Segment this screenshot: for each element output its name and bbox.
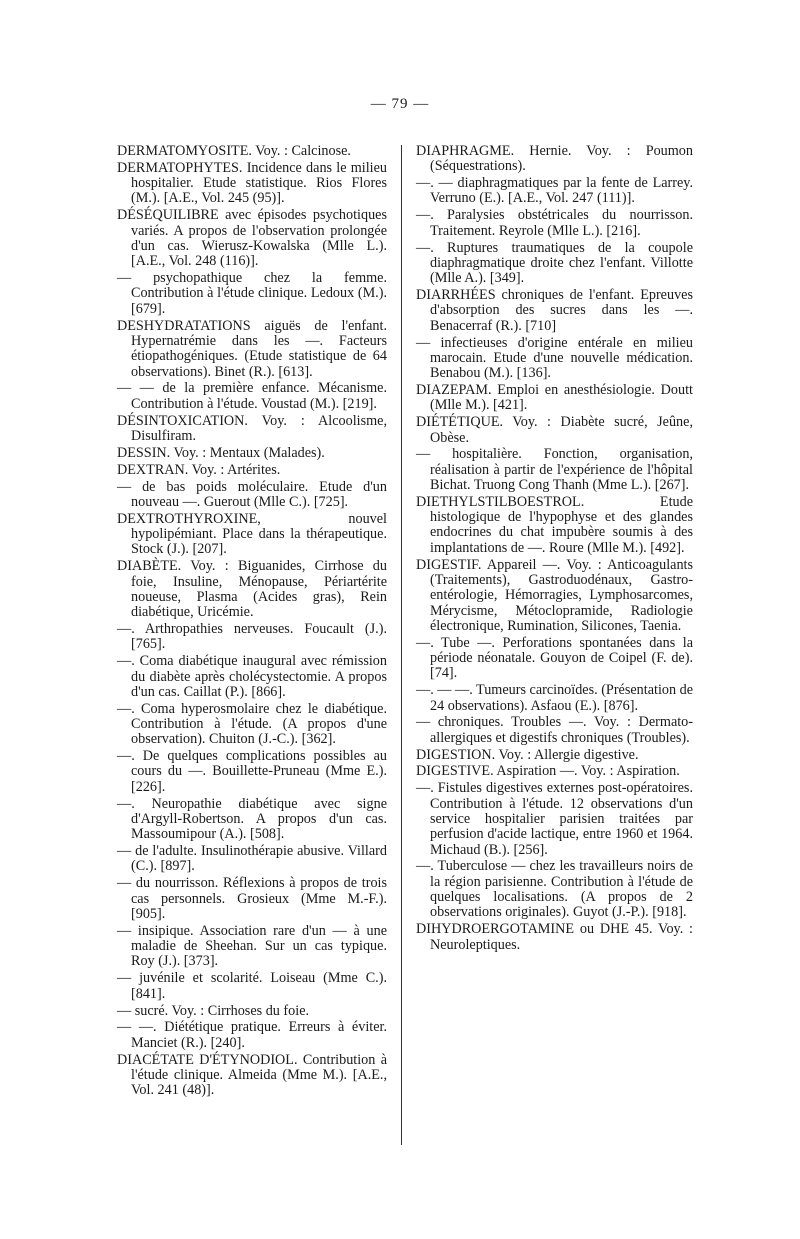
index-subentry: — du nourrisson. Réflexions à propos de trois cas personnels. Grosieux (Mme M.-F.). [905]. <box>117 875 387 922</box>
index-entry: DESHYDRATATIONS aiguës de l'enfant. Hypernatrémie dans les —. Facteurs étiopathogéniques. (Etude statistique de 64 observations). Binet (R.). [613]. <box>117 317 387 380</box>
index-entry: DIAZEPAM. Emploi en anesthésiologie. Doutt (Mlle M.). [421]. <box>416 382 693 414</box>
index-entry: DIAPHRAGME. Hernie. Voy. : Poumon (Séquestrations). <box>416 143 693 175</box>
index-entry: DEXTROTHYROXINE, nouvel hypolipémiant. Place dans la thérapeutique. Stock (J.). [207]. <box>117 510 387 558</box>
index-subentry: —. Paralysies obstétricales du nourrisson. Traitement. Reyrole (Mlle L.). [216]. <box>416 207 693 239</box>
index-entry: DIGESTIF. Appareil —. Voy. : Anticoagulants (Traitements), Gastroduodénaux, Gastro-entérologie, Hémorragies, Lymphosarcomes, Mérycisme, Métoclopramide, Radiologie électronique, Rumination, Silicones, Taenia. <box>416 556 693 634</box>
index-subentry: —. — —. Tumeurs carcinoïdes. (Présentation de 24 observations). Asfaou (E.). [876]. <box>416 682 694 714</box>
index-subentry: — de bas poids moléculaire. Etude d'un nouveau —. Guerout (Mlle C.). [725]. <box>117 478 387 510</box>
index-subentry: — — de la première enfance. Mécanisme. Contribution à l'étude. Voustad (M.). [219]. <box>117 380 387 412</box>
index-entry: DIABÈTE. Voy. : Biguanides, Cirrhose du foie, Insuline, Ménopause, Périartérite noueuse, Plasma (Acides gras), Rein diabétique, Uricémie. <box>117 558 387 621</box>
index-entry: DERMATOMYOSITE. Voy. : Calcinose. <box>117 143 351 159</box>
index-subentry: —. — diaphragmatiques par la fente de Larrey. Verruno (E.). [A.E., Vol. 247 (111)]. <box>416 175 693 207</box>
index-subentry: — psychopathique chez la femme. Contribution à l'étude clinique. Ledoux (M.). [679]. <box>117 270 387 317</box>
left-column <box>117 144 387 1100</box>
page-number: — 79 — <box>370 96 430 112</box>
index-subentry: — juvénile et scolarité. Loiseau (Mme C.). [841]. <box>117 970 387 1002</box>
index-entry: DIACÉTATE D'ÉTYNODIOL. Contribution à l'étude clinique. Almeida (Mme M.). [A.E., Vol. 241 (48)]. <box>117 1051 387 1099</box>
index-subentry: —. Coma hyperosmolaire chez le diabétique. Contribution à l'étude. (A propos d'une observation). Chuiton (J.-C.). [362]. <box>117 700 387 748</box>
index-subentry: — de l'adulte. Insulinothérapie abusive. Villard (C.). [897]. <box>117 843 387 875</box>
index-entry: DESSIN. Voy. : Mentaux (Malades). <box>117 444 325 461</box>
index-subentry: —. Arthropathies nerveuses. Foucault (J.). [765]. <box>117 621 387 653</box>
index-entry: DIARRHÉES chroniques de l'enfant. Epreuves d'absorption des sucres dans les —. Benacerraf (R.). [710] <box>416 287 693 334</box>
index-subentry: — chroniques. Troubles —. Voy. : Dermato-allergiques et digestifs chroniques (Troubles). <box>416 714 693 746</box>
index-subentry: — —. Diététique pratique. Erreurs à éviter. Manciet (R.). [240]. <box>117 1019 387 1051</box>
index-subentry: —. Fistules digestives externes post-opératoires. Contribution à l'étude. 12 observations d'un service hospitalier parisien traitées par perfusion d'acide lactique, entre 1960 et 1964. Michaud (B.). [256]. <box>416 780 693 858</box>
index-subentry: — sucré. Voy. : Cirrhoses du foie. <box>117 1002 310 1019</box>
index-subentry: —. Tuberculose — chez les travailleurs noirs de la région parisienne. Contribution à l'étude de quelques localisations. (A propos de 2 observations originales). Guyot (J.-P.). [918]. <box>416 858 693 921</box>
index-entry: DIÉTÉTIQUE. Voy. : Diabète sucré, Jeûne, Obèse. <box>416 414 693 446</box>
index-subentry: —. De quelques complications possibles au cours du —. Bouillette-Pruneau (Mme E.). [226]. <box>117 748 387 795</box>
index-subentry: —. Ruptures traumatiques de la coupole diaphragmatique droite chez l'enfant. Villotte (Mlle A.). [349]. <box>416 239 693 287</box>
column-divider <box>401 145 402 1145</box>
index-entry: DEXTRAN. Voy. : Artérites. <box>117 461 281 478</box>
index-entry: DÉSÉQUILIBRE avec épisodes psychotiques variés. A propos de l'observation prolongée d'un cas. Wierusz-Kowalska (Mlle L.). [A.E., Vol. 248 (116)]. <box>117 207 387 270</box>
index-subentry: — infectieuses d'origine entérale en milieu marocain. Etude d'une nouvelle médication. Benabou (M.). [136]. <box>416 334 693 382</box>
index-entry: DIGESTION. Voy. : Allergie digestive. <box>416 746 639 763</box>
index-entry: DIGESTIVE. Aspiration —. Voy. : Aspiration. <box>416 763 680 780</box>
index-entry: DIHYDROERGOTAMINE ou DHE 45. Voy. : Neuroleptiques. <box>416 921 693 953</box>
index-subentry: — insipique. Association rare d'un — à une maladie de Sheehan. Sur un cas typique. Roy (J.). [373]. <box>117 922 387 970</box>
right-column <box>416 144 693 954</box>
index-subentry: —. Neuropathie diabétique avec signe d'Argyll-Robertson. A propos d'un cas. Massoumipour (A.). [508]. <box>117 795 387 843</box>
index-entry: DERMATOPHYTES. Incidence dans le milieu hospitalier. Etude statistique. Rios Flores (M.). [A.E., Vol. 245 (95)]. <box>117 159 387 207</box>
index-entry: DÉSINTOXICATION. Voy. : Alcoolisme, Disulfiram. <box>117 412 387 444</box>
index-subentry: —. Coma diabétique inaugural avec rémission du diabète après cholécystectomie. A propos d'un cas. Caillat (P.). [866]. <box>117 653 387 700</box>
index-subentry: —. Tube —. Perforations spontanées dans la période néonatale. Gouyon de Coipel (F. de). [74]. <box>416 634 693 682</box>
index-entry: DIETHYLSTILBOESTROL. Etude histologique de l'hypophyse et des glandes endocrines du chat impubère soumis à des implantations de —. Roure (Mlle M.). [492]. <box>416 493 693 556</box>
index-subentry: — hospitalière. Fonction, organisation, réalisation à partir de l'expérience de l'hôpital Bichat. Truong Cong Thanh (Mme L.). [267]. <box>416 446 693 493</box>
